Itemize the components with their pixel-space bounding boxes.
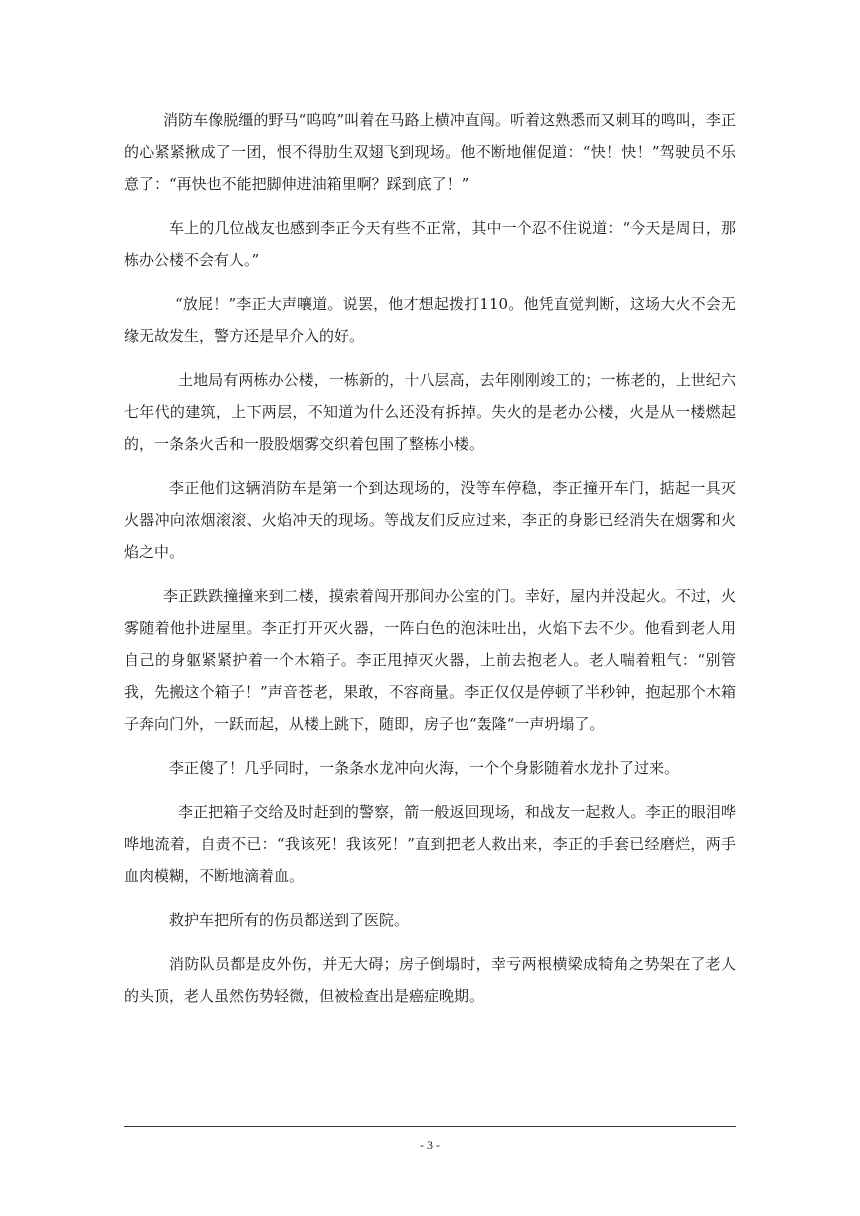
paragraph-3: “放屁！”李正大声嚷道。说罢，他才想起拨打110。他凭直觉判断，这场大火不会无缘无故发生，警方还是早介入的好。 <box>124 295 736 345</box>
paragraph-1: 消防车像脱缰的野马“呜呜”叫着在马路上横冲直闯。听着这熟悉而又刺耳的鸣叫，李正的心紧紧揪成了一团，恨不得肋生双翅飞到现场。他不断地催促道：“快！快！”驾驶员不乐意了：“再快也不能把脚伸进油箱里啊？踩到底了！” <box>124 111 736 193</box>
page-number: - 3 - <box>420 1138 440 1152</box>
paragraph-9: 救护车把所有的伤员都送到了医院。 <box>169 911 410 929</box>
paragraph-6: 李正跌跌撞撞来到二楼，摸索着闯开那间办公室的门。幸好，屋内并没起火。不过，火雾随着他扑进屋里。李正打开灭火器，一阵白色的泡沫吐出，火焰下去不少。他看到老人用自己的身躯紧紧护着一个木箱子。李正甩掉灭火器，上前去抱老人。老人喘着粗气：“别管我，先搬这个箱子！”声音苍老，果敢，不容商量。李正仅仅是停顿了半秒钟，抱起那个木箱子奔向门外，一跃而起，从楼上跳下，随即，房子也“轰隆“一声坍塌了。 <box>124 587 736 733</box>
paragraph-5: 李正他们这辆消防车是第一个到达现场的，没等车停稳，李正撞开车门，掂起一具灭火器冲向浓烟滚滚、火焰冲天的现场。等战友们反应过来，李正的身影已经消失在烟雾和火焰之中。 <box>124 479 736 561</box>
footer-divider <box>124 1126 736 1127</box>
paragraph-7: 李正傻了！几乎同时，一条条水龙冲向火海，一个个身影随着水龙扑了过来。 <box>169 759 680 777</box>
paragraph-4: 土地局有两栋办公楼，一栋新的，十八层高，去年刚刚竣工的；一栋老的，上世纪六七年代的建筑，上下两层，不知道为什么还没有拆掉。失火的是老办公楼，火是从一楼燃起的，一条条火舌和一股股烟雾交织着包围了整栋小楼。 <box>124 371 736 453</box>
document-body <box>124 104 736 1024</box>
paragraph-2: 车上的几位战友也感到李正今天有些不正常，其中一个忍不住说道：“今天是周日，那栋办公楼不会有人。” <box>124 219 736 269</box>
paragraph-10: 消防队员都是皮外伤，并无大碍；房子倒塌时，幸亏两根横梁成犄角之势架在了老人的头顶，老人虽然伤势轻微，但被检查出是癌症晚期。 <box>124 955 736 1005</box>
paragraph-8: 李正把箱子交给及时赶到的警察，箭一般返回现场，和战友一起救人。李正的眼泪哗哗地流着，自责不已：“我该死！我该死！”直到把老人救出来，李正的手套已经磨烂，两手血肉模糊，不断地滴着血。 <box>124 803 736 885</box>
